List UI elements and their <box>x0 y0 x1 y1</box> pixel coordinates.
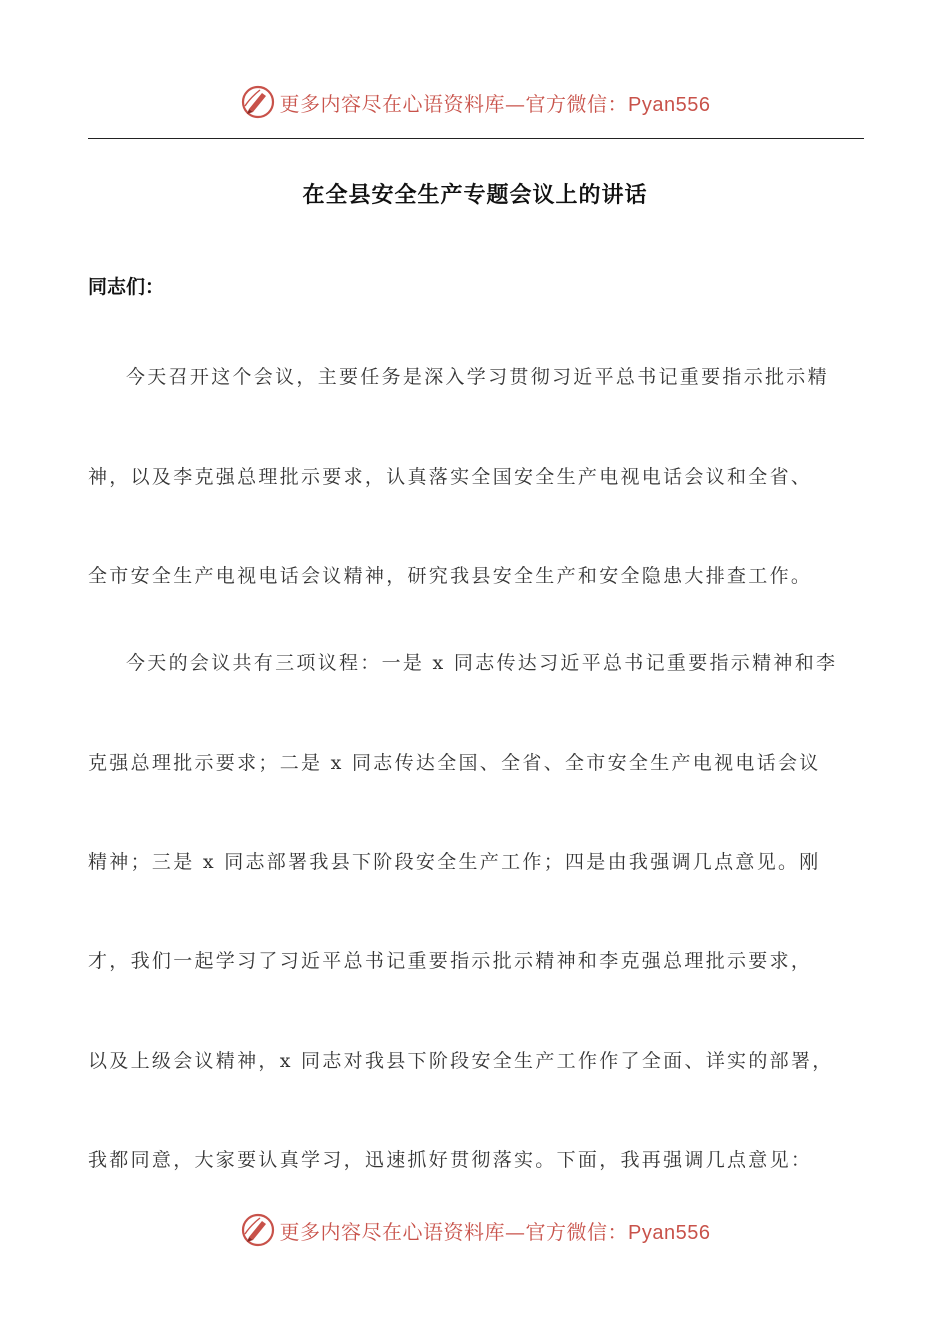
paragraph-line: 以及上级会议精神，x 同志对我县下阶段安全生产工作作了全面、详实的部署， <box>88 1050 834 1072</box>
salutation: 同志们： <box>88 276 165 298</box>
footer-banner <box>0 1210 950 1250</box>
header-banner-text <box>280 88 711 117</box>
pen-logo-icon <box>240 1212 276 1248</box>
paragraph-line: 神，以及李克强总理批示要求，认真落实全国安全生产电视电话会议和全省、 <box>88 466 813 488</box>
paragraph-line: 才，我们一起学习了习近平总书记重要指示批示精神和李克强总理批示要求， <box>88 950 813 972</box>
header-wechat-id: Pyan556 <box>628 93 711 116</box>
paragraph-line: 全市安全生产电视电话会议精神，研究我县安全生产和安全隐患大排查工作。 <box>88 565 813 587</box>
header-divider <box>88 138 864 139</box>
paragraph-line: 今天召开这个会议，主要任务是深入学习贯彻习近平总书记重要指示批示精 <box>126 366 829 388</box>
paragraph-line: 我都同意，大家要认真学习，迅速抓好贯彻落实。下面，我再强调几点意见： <box>88 1149 813 1171</box>
document-title: 在全县安全生产专题会议上的讲话 <box>302 183 648 208</box>
header-banner <box>0 82 950 122</box>
paragraph-line: 精神；三是 x 同志部署我县下阶段安全生产工作；四是由我强调几点意见。刚 <box>88 851 821 873</box>
pen-logo-icon <box>240 84 276 120</box>
paragraph-line: 克强总理批示要求；二是 x 同志传达全国、全省、全市安全生产电视电话会议 <box>88 752 821 774</box>
header-banner-label: 更多内容尽在心语资料库—官方微信： <box>279 91 629 116</box>
footer-wechat-id: Pyan556 <box>628 1221 711 1244</box>
paragraph-line: 今天的会议共有三项议程：一是 x 同志传达习近平总书记重要指示精神和李 <box>126 652 838 674</box>
footer-banner-label: 更多内容尽在心语资料库—官方微信： <box>279 1219 629 1244</box>
footer-banner-text <box>280 1216 711 1245</box>
